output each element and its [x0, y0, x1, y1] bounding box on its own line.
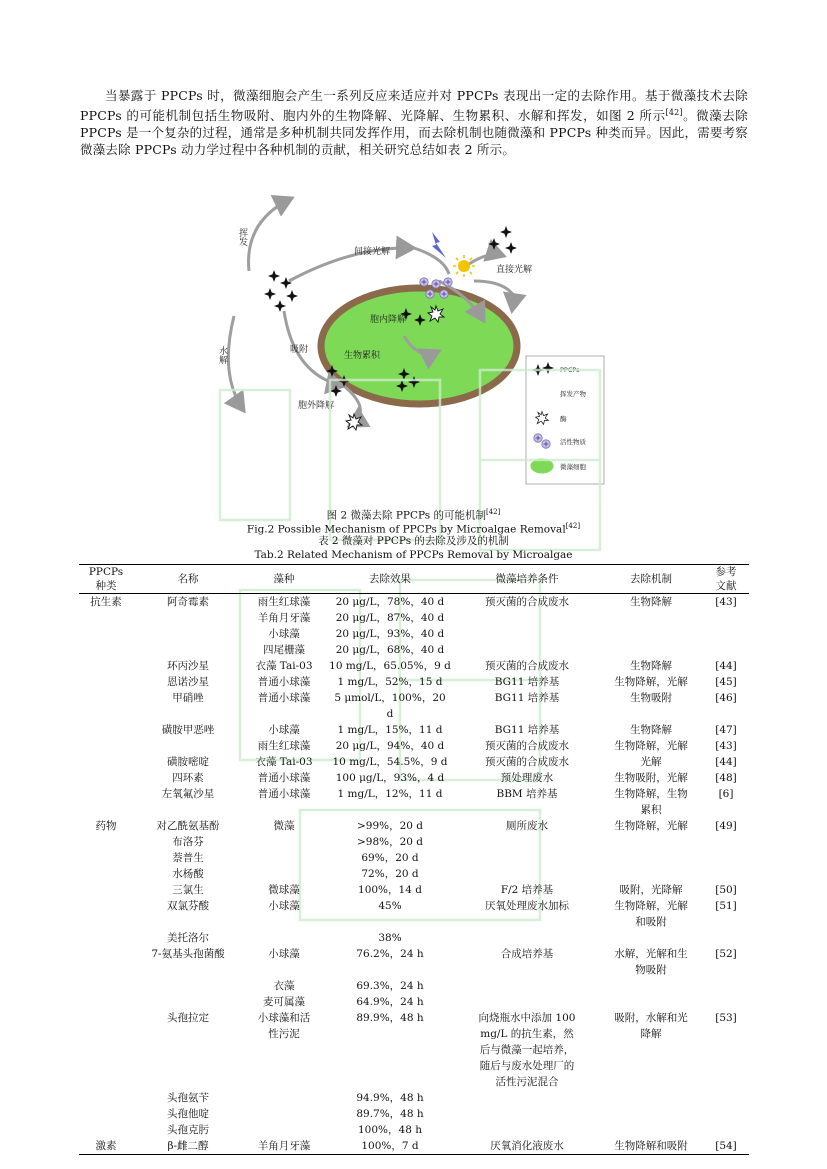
table-row: [79, 690, 749, 722]
table-row: [79, 722, 749, 738]
label-volatilization: 挥发: [237, 228, 247, 246]
table-cell: 76.2%，24 h: [356, 948, 424, 960]
table-cell: [599, 610, 703, 626]
table-cell: 普通小球藻: [257, 692, 311, 704]
table-cell: 生物降解: [630, 660, 672, 672]
table-cell: [599, 850, 703, 866]
microalgae-cell: [321, 288, 517, 404]
table-cell: 磺胺甲恶唑: [161, 724, 215, 736]
table-cell: [79, 978, 133, 994]
table-row: [79, 594, 749, 611]
table-cell: 美托洛尔: [167, 932, 209, 944]
table-cell: [599, 994, 703, 1010]
header-cell: 名称: [177, 573, 199, 585]
table-cell: [44]: [715, 660, 737, 672]
table-cell: BG11 培养基: [494, 676, 560, 688]
table-cell: 20 μg/L，93%，40 d: [335, 628, 445, 640]
table-cell: [47]: [715, 724, 737, 736]
table-row: [79, 786, 749, 818]
table-cell: [243, 930, 325, 946]
table-cell: 厕所废水: [506, 820, 548, 832]
table-cell: 羊角月牙藻: [257, 612, 311, 624]
sun-icon: [453, 255, 475, 277]
table-cell: [243, 1106, 325, 1122]
table-cell: 小球藻和活 性污泥: [257, 1012, 311, 1040]
table-cell: 1 mg/L，12%，11 d: [337, 788, 443, 800]
table-cell: [243, 1122, 325, 1138]
table-cell: 厌氧消化液废水: [490, 1140, 564, 1152]
table-cell: 向烧瓶水中添加 100 mg/L 的抗生素，然 后与微藻一起培养， 随后与废水处理厂的 活性污泥混合: [478, 1012, 576, 1088]
table-cell: [599, 978, 703, 994]
table-row: [79, 658, 749, 674]
table-cell: [703, 626, 749, 642]
table-row: [79, 834, 749, 850]
table-cell: 生物降解，生物 累积: [614, 788, 688, 816]
legend-products: 挥发产物: [560, 390, 586, 398]
table-row: [79, 1010, 749, 1090]
table-cell: [79, 626, 133, 642]
table-cell: [703, 834, 749, 850]
table-cell: [133, 978, 243, 994]
table-cell: [79, 882, 133, 898]
table-cell: F/2 培养基: [500, 884, 554, 896]
intro-paragraph: [80, 87, 748, 158]
table-cell: 生物降解，光解: [614, 820, 688, 832]
table-cell: 雨生红球藻: [257, 740, 311, 752]
table-cell: [79, 866, 133, 882]
table-cell: 69.3%，24 h: [356, 980, 424, 992]
table-cell: BBM 培养基: [496, 788, 558, 800]
table-cell: [79, 738, 133, 754]
table-cell: 72%，20 d: [361, 868, 419, 880]
table-cell: [79, 642, 133, 658]
table-cell: 20 μg/L，68%，40 d: [335, 644, 445, 656]
table-cell: 双氯芬酸: [167, 900, 209, 912]
table-cell: 麦可属藻: [263, 996, 305, 1008]
figure-caption-cn: 图 2 微藻去除 PPCPs 的可能机制[42]: [326, 508, 501, 522]
table-cell: BG11 培养基: [494, 724, 560, 736]
table-row: [79, 1138, 749, 1155]
table-cell: 对乙酰氨基酚: [156, 820, 220, 832]
table-cell: [50]: [715, 884, 737, 896]
table-cell: β-雌二醇: [167, 1140, 209, 1152]
table-cell: [79, 658, 133, 674]
table-cell: 89.9%，48 h: [356, 1012, 424, 1024]
lightning-icon: [432, 232, 446, 258]
table-cell: [51]: [715, 900, 737, 912]
table-cell: [599, 834, 703, 850]
table-cell: [79, 1010, 133, 1090]
table-cell: [703, 994, 749, 1010]
table-row: [79, 994, 749, 1010]
table-cell: [79, 722, 133, 738]
table-row: [79, 1122, 749, 1138]
table-cell: 恩诺沙星: [167, 676, 209, 688]
table-cell: [133, 994, 243, 1010]
header-cell: 去除机制: [630, 573, 672, 585]
table-cell: 小球藻: [268, 724, 300, 736]
table-row: [79, 978, 749, 994]
table-cell: 100%，48 h: [358, 1124, 422, 1136]
legend-ppcps: PPCPs: [560, 366, 580, 374]
table-row: [79, 754, 749, 770]
table-cell: 100 μg/L，93%，4 d: [335, 772, 445, 784]
table-cell: [599, 626, 703, 642]
table-cell: 生物降解，光解: [614, 676, 688, 688]
label-extracellular-degradation: 胞外降解: [298, 401, 335, 411]
removal-table: [79, 564, 749, 1155]
table-cell: 头孢他啶: [167, 1108, 209, 1120]
table-cell: 10 mg/L，65.05%，9 d: [329, 660, 451, 672]
table-caption-cn: 表 2 微藻对 PPCPs 的去除及涉及的机制: [318, 535, 509, 547]
label-bioaccumulation: 生物累积: [344, 351, 381, 361]
table-cell: [79, 1106, 133, 1122]
table-cell: [455, 866, 599, 882]
table-cell: [49]: [715, 820, 737, 832]
header-cell: 参考 文献: [715, 566, 737, 592]
table-cell: [703, 850, 749, 866]
mechanism-figure: [214, 186, 614, 496]
table-cell: [243, 834, 325, 850]
table-cell: [44]: [715, 756, 737, 768]
table-cell: [455, 850, 599, 866]
table-cell: 激素: [95, 1140, 117, 1152]
table-cell: [79, 754, 133, 770]
table-cell: 萘普生: [172, 852, 204, 864]
table-cell: [133, 642, 243, 658]
table-cell: [79, 850, 133, 866]
table-cell: 四环素: [172, 772, 204, 784]
table-cell: [54]: [715, 1140, 737, 1152]
table-cell: 药物: [95, 820, 117, 832]
table-cell: 微藻: [273, 820, 295, 832]
table-cell: [243, 1090, 325, 1106]
table-cell: [703, 610, 749, 626]
table-row: [79, 626, 749, 642]
label-intracellular-degradation: 胞内降解: [370, 315, 407, 325]
table-cell: 光解: [640, 756, 662, 768]
table-cell: [46]: [715, 692, 737, 704]
table-row: [79, 930, 749, 946]
table-cell: [6]: [718, 788, 734, 800]
table-cell: [43]: [715, 740, 737, 752]
table-cell: [703, 1122, 749, 1138]
table-cell: 20 μg/L，78%，40 d: [335, 596, 445, 608]
table-cell: [79, 786, 133, 818]
table-cell: [703, 642, 749, 658]
table-cell: 20 μg/L，87%，40 d: [335, 612, 445, 624]
table-cell: 甲硝唑: [172, 692, 204, 704]
table-cell: 预灭菌的合成废水: [485, 596, 569, 608]
table-cell: [45]: [715, 676, 737, 688]
table-cell: [79, 898, 133, 930]
table-cell: [79, 674, 133, 690]
table-cell: 普通小球藻: [257, 676, 311, 688]
table-cell: 微球藻: [268, 884, 300, 896]
table-cell: 生物降解和吸附: [614, 1140, 688, 1152]
table-cell: 预灭菌的合成废水: [485, 756, 569, 768]
table-cell: [703, 866, 749, 882]
table-cell: 左氧氟沙星: [161, 788, 215, 800]
table-cell: 预灭菌的合成废水: [485, 660, 569, 672]
table-row: [79, 866, 749, 882]
table-cell: 衣藻: [273, 980, 295, 992]
table-cell: 38%: [378, 932, 402, 944]
table-cell: 100%，14 d: [358, 884, 422, 896]
table-cell: 头孢克肟: [167, 1124, 209, 1136]
legend-cell: 微藻细胞: [560, 463, 586, 471]
table-cell: 水解，光解和生 物吸附: [614, 948, 688, 976]
table-cell: 小球藻: [268, 948, 300, 960]
label-direct-photolysis: 直接光解: [496, 265, 533, 275]
table-cell: 三氯生: [172, 884, 204, 896]
table-cell: [48]: [715, 772, 737, 784]
table-cell: [599, 1122, 703, 1138]
table-cell: [455, 834, 599, 850]
table-cell: [455, 1122, 599, 1138]
table-cell: 7-氨基头孢菌酸: [151, 948, 225, 960]
table-cell: 四尾栅藻: [263, 644, 305, 656]
table-cell: 衣藻 Tai-03: [255, 660, 313, 672]
table-cell: [79, 994, 133, 1010]
table-row: [79, 1106, 749, 1122]
table-row: [79, 610, 749, 626]
table-cell: 普通小球藻: [257, 788, 311, 800]
table-cell: 64.9%，24 h: [356, 996, 424, 1008]
header-cell: 微藻培养条件: [495, 573, 559, 585]
table-cell: >98%，20 d: [356, 836, 424, 848]
table-cell: 生物降解: [630, 724, 672, 736]
table-cell: 100%，7 d: [361, 1140, 419, 1152]
table-cell: [599, 930, 703, 946]
table-cell: 头孢氨苄: [167, 1092, 209, 1104]
table-cell: 小球藻: [268, 628, 300, 640]
table-cell: [79, 834, 133, 850]
table-cell: [79, 1122, 133, 1138]
table-cell: [79, 610, 133, 626]
table-cell: [455, 930, 599, 946]
table-row: [79, 1090, 749, 1106]
table-cell: [599, 642, 703, 658]
table-row: [79, 738, 749, 754]
table-cell: 45%: [378, 900, 402, 912]
table-cell: 环丙沙星: [167, 660, 209, 672]
table-cell: 磺胺嘧啶: [167, 756, 209, 768]
table-cell: BG11 培养基: [494, 692, 560, 704]
table-row: [79, 674, 749, 690]
table-cell: 小球藻: [268, 900, 300, 912]
header-cell: 藻种: [273, 573, 295, 585]
table-cell: [703, 978, 749, 994]
table-cell: 69%，20 d: [361, 852, 419, 864]
header-cell: 去除效果: [369, 573, 411, 585]
table-cell: >99%，20 d: [356, 820, 424, 832]
table-cell: 合成培养基: [500, 948, 554, 960]
table-cell: 衣藻 Tai-03: [255, 756, 313, 768]
mechanism-diagram: [214, 186, 614, 496]
table-cell: 羊角月牙藻: [257, 1140, 311, 1152]
figure-caption-en: Fig.2 Possible Mechanism of PPCPs by Microalgae Removal[42]: [246, 522, 581, 536]
label-hydrolysis: 水解: [217, 346, 227, 364]
table-row: [79, 946, 749, 978]
table-cell: 头孢拉定: [167, 1012, 209, 1024]
label-adsorption: 吸附: [290, 345, 309, 355]
table-cell: [79, 690, 133, 722]
table-cell: [599, 1090, 703, 1106]
table-cell: 布洛芬: [172, 836, 204, 848]
table-cell: [43]: [715, 596, 737, 608]
header-cell: PPCPs 种类: [88, 566, 124, 592]
table-cell: [455, 642, 599, 658]
table-header-row: [79, 565, 749, 594]
table-cell: 预处理废水: [500, 772, 554, 784]
table-cell: [79, 946, 133, 978]
table-cell: 生物降解，光解 和吸附: [614, 900, 688, 928]
table-caption-en: Tab.2 Related Mechanism of PPCPs Removal by Microalgae: [254, 549, 573, 561]
table-cell: 厌氧处理废水加标: [485, 900, 569, 912]
table-cell: [79, 1090, 133, 1106]
table-cell: [455, 626, 599, 642]
table-cell: [52]: [715, 948, 737, 960]
table-row: [79, 642, 749, 658]
table-cell: [133, 738, 243, 754]
legend: [526, 356, 604, 484]
table-cell: [703, 1106, 749, 1122]
table-cell: 生物降解: [630, 596, 672, 608]
table-cell: 生物吸附，光解: [614, 772, 688, 784]
table-row: [79, 818, 749, 834]
table-cell: 10 mg/L，54.5%，9 d: [332, 756, 448, 768]
table-cell: [599, 1106, 703, 1122]
table-cell: [53]: [715, 1012, 737, 1024]
table-cell: 5 μmol/L，100%，20 d: [334, 692, 446, 720]
table-cell: [455, 994, 599, 1010]
table-cell: 20 μg/L，94%，40 d: [335, 740, 445, 752]
table-cell: 阿奇霉素: [167, 596, 209, 608]
table-cell: [243, 850, 325, 866]
table-cell: [243, 866, 325, 882]
table-row: [79, 898, 749, 930]
table-cell: [133, 626, 243, 642]
table-cell: [79, 930, 133, 946]
table-cell: [703, 930, 749, 946]
table-cell: 1 mg/L，52%，15 d: [337, 676, 443, 688]
table-cell: 水杨酸: [172, 868, 204, 880]
table-row: [79, 770, 749, 786]
table-cell: 吸附，水解和光 降解: [614, 1012, 688, 1040]
legend-enzyme: 酶: [560, 415, 567, 423]
table-cell: 1 mg/L，15%，11 d: [337, 724, 443, 736]
table-row: [79, 850, 749, 866]
table-row: [79, 882, 749, 898]
table-cell: 生物降解，光解: [614, 740, 688, 752]
table-cell: [455, 978, 599, 994]
table-cell: [455, 610, 599, 626]
table-cell: [703, 1090, 749, 1106]
label-indirect-photolysis: 间接光解: [354, 247, 391, 257]
table-cell: 雨生红球藻: [257, 596, 311, 608]
legend-active: 活性物质: [560, 438, 586, 446]
table-cell: [455, 1090, 599, 1106]
table-cell: [79, 770, 133, 786]
table-cell: 89.7%，48 h: [356, 1108, 424, 1120]
paragraph-text: 当暴露于 PPCPs 时，微藻细胞会产生一系列反应来适应并对 PPCPs 表现出一定的去除作用。基于微藻技术去除 PPCPs 的可能机制包括生物吸附、胞内外的生物降解、光降解、生物累积、水解和挥发，如图 2 所示[42]。微藻去除 PPCPs 是一个复杂的过程，通常是多种机制共同发挥作用，而去除机制也随微藻和 PPCPs 种类而异。因此，需要考察微藻去除 PPCPs 动力学过程中各种机制的贡献，相关研究总结如表 2 所示。: [80, 87, 748, 157]
table-cell: 94.9%，48 h: [356, 1092, 424, 1104]
table-cell: [455, 1106, 599, 1122]
table-cell: [133, 610, 243, 626]
table-cell: [599, 866, 703, 882]
table-cell: 生物吸附: [630, 692, 672, 704]
table-cell: 预灭菌的合成废水: [485, 740, 569, 752]
table-cell: 普通小球藻: [257, 772, 311, 784]
table-cell: 吸附，光降解: [619, 884, 683, 896]
table-cell: 抗生素: [90, 596, 122, 608]
